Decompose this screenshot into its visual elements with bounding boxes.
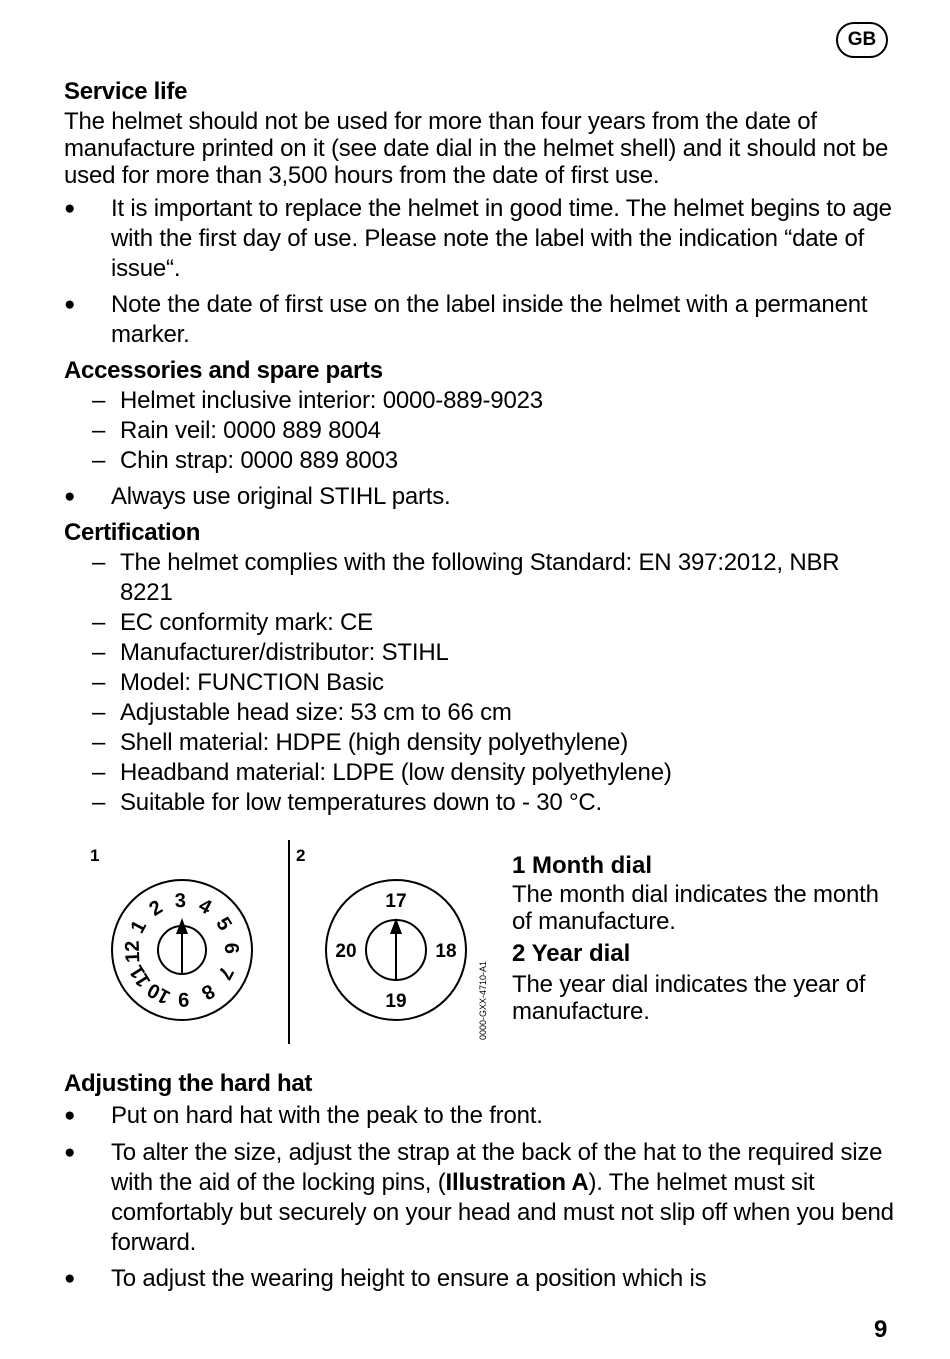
dash-item: – The helmet complies with the following Standard: EN 397:2012, NBR 8221 bbox=[64, 548, 900, 608]
month-dial-number: 7 bbox=[212, 962, 238, 984]
bullet-item: ● Put on hard hat with the peak to the front. bbox=[64, 1101, 900, 1131]
certification-heading: Certification bbox=[64, 519, 201, 546]
month-dial-text: The month dial indicates the month of manufacture. bbox=[512, 881, 879, 935]
adjusting-heading: Adjusting the hard hat bbox=[64, 1070, 313, 1097]
year-dial-number: 17 bbox=[385, 891, 407, 912]
bullet-item bbox=[64, 1138, 900, 1258]
dash-item: – Headband material: LDPE (low density polyethylene) bbox=[64, 758, 900, 788]
bullet-item: ● Always use original STIHL parts. bbox=[64, 482, 900, 512]
bullet-item: ● To adjust the wearing height to ensure a position which is bbox=[64, 1264, 900, 1294]
month-dial-number: 3 bbox=[174, 889, 187, 913]
month-dial-title: 1 Month dial bbox=[512, 852, 652, 879]
bullet-text: ). The helmet must sit comfortably but securely on your head and must not slip off when you bend forward. bbox=[111, 1169, 894, 1256]
year-dial-illustration bbox=[320, 870, 480, 1030]
dash-item: – Model: FUNCTION Basic bbox=[64, 668, 900, 698]
month-dial-number: 4 bbox=[194, 894, 216, 920]
month-dial-illustration bbox=[100, 870, 270, 1030]
dash-item: – Shell material: HDPE (high density polyethylene) bbox=[64, 728, 900, 758]
bullet-item: ● It is important to replace the helmet in good time. The helmet begins to age with the first day of use. Please note the label with the indication “date of issue“. bbox=[64, 194, 900, 284]
language-badge: GB bbox=[836, 22, 888, 58]
dash-item: – Helmet inclusive interior: 0000-889-9023 bbox=[64, 386, 900, 416]
month-dial-number: 12 bbox=[121, 940, 145, 964]
bullet-text: To alter the size, adjust the strap at the back of the hat to the required size with the aid of the locking pins, ( bbox=[111, 1139, 883, 1196]
month-dial-number: 11 bbox=[125, 961, 156, 991]
dash-item: – Rain veil: 0000 889 8004 bbox=[64, 416, 900, 446]
accessories-section bbox=[64, 356, 900, 512]
month-dial-number: 10 bbox=[143, 978, 174, 1009]
dash-item: – Suitable for low temperatures down to - 30 °C. bbox=[64, 788, 900, 818]
adjusting-section bbox=[64, 1069, 900, 1294]
page-number: 9 bbox=[874, 1316, 888, 1343]
dash-item: – Manufacturer/distributor: STIHL bbox=[64, 638, 900, 668]
month-dial-number: 6 bbox=[219, 942, 243, 955]
figure-label-2: 2 bbox=[296, 846, 306, 865]
bullet-item: ● Note the date of first use on the label inside the helmet with a permanent marker. bbox=[64, 290, 900, 350]
dash-item: – Adjustable head size: 53 cm to 66 cm bbox=[64, 698, 900, 728]
service-life-text: The helmet should not be used for more than four years from the date of manufacture printed on it (see date dial in the helmet shell) and it should not be used for more than 3,500 hours from the date of first use. bbox=[64, 108, 889, 189]
year-dial-number: 18 bbox=[435, 941, 457, 962]
month-dial-number: 2 bbox=[145, 896, 167, 921]
service-life-heading: Service life bbox=[64, 78, 188, 105]
service-life-section bbox=[64, 77, 900, 350]
year-dial-text: The year dial indicates the year of manufacture. bbox=[512, 971, 866, 1025]
month-dial-number: 1 bbox=[126, 916, 152, 938]
month-dial-number: 5 bbox=[211, 913, 236, 935]
dash-item: – Chin strap: 0000 889 8003 bbox=[64, 446, 900, 476]
year-dial-number: 20 bbox=[335, 941, 357, 962]
accessories-heading: Accessories and spare parts bbox=[64, 357, 383, 384]
certification-section bbox=[64, 518, 900, 818]
month-dial-number: 9 bbox=[177, 987, 190, 1011]
dash-item: – EC conformity mark: CE bbox=[64, 608, 900, 638]
figure-code: 0000-GXX-4710-A1 bbox=[478, 960, 488, 1040]
year-dial-title: 2 Year dial bbox=[512, 940, 631, 967]
figure-label-1: 1 bbox=[90, 846, 100, 865]
figure-divider bbox=[288, 840, 290, 1044]
year-dial-number: 19 bbox=[385, 991, 407, 1012]
month-dial-number: 8 bbox=[197, 979, 219, 1004]
figure-legend bbox=[512, 851, 902, 1025]
illustration-reference: Illustration A bbox=[445, 1169, 589, 1196]
